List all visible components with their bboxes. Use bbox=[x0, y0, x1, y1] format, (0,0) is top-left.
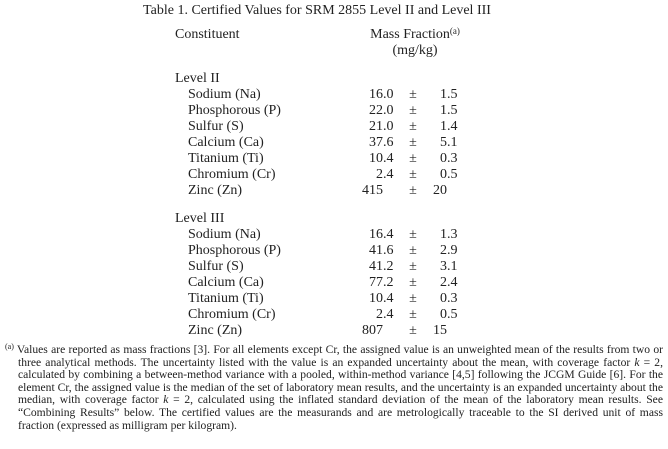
table-row bbox=[175, 243, 458, 259]
mass-fraction-label: Mass Fraction bbox=[370, 27, 450, 42]
constituent-cell: Calcium (Ca) bbox=[188, 275, 264, 290]
uncertainty-fraction: .5 bbox=[447, 307, 458, 322]
value-fraction: .4 bbox=[383, 291, 394, 306]
constituent-cell: Chromium (Cr) bbox=[188, 167, 276, 182]
table-sections bbox=[175, 71, 458, 339]
footnote-segment: Values are reported as mass fractions [3]. For all elements except Cr, the assigned value is an unweighted mean of the results from two or three analytical methods. The uncertainty listed with the value is an expanded uncertainty about the mean, with coverage factor bbox=[16, 343, 663, 369]
table-row bbox=[175, 151, 458, 167]
value-fraction bbox=[383, 323, 397, 339]
uncertainty-fraction: .3 bbox=[447, 151, 458, 166]
uncertainty-integer: 0 bbox=[440, 307, 447, 322]
table-row bbox=[175, 307, 458, 323]
uncertainty-integer: 1 bbox=[440, 227, 447, 242]
uncertainty-fraction: .1 bbox=[447, 259, 458, 274]
plus-minus-sign: ± bbox=[409, 323, 417, 338]
table-row bbox=[175, 167, 458, 183]
coverage-factor-k: k bbox=[634, 355, 640, 369]
table-section bbox=[175, 211, 458, 339]
plus-minus-sign: ± bbox=[409, 259, 417, 274]
value-integer: 2 bbox=[376, 167, 383, 182]
column-header-mass-fraction bbox=[361, 27, 469, 43]
coverage-factor-k: k bbox=[163, 393, 169, 407]
value-integer: 16 bbox=[369, 227, 383, 242]
table-row bbox=[175, 183, 458, 199]
table-title: Table 1. Certified Values for SRM 2855 Level II and Level III bbox=[143, 3, 491, 18]
table-header-row bbox=[175, 27, 458, 43]
value-integer: 2 bbox=[376, 307, 383, 322]
plus-minus-sign: ± bbox=[409, 227, 417, 242]
value-integer: 21 bbox=[369, 119, 383, 134]
value-fraction: .6 bbox=[383, 135, 394, 150]
constituent-cell: Sulfur (S) bbox=[188, 259, 244, 274]
uncertainty-integer: 2 bbox=[440, 275, 447, 290]
constituent-cell: Sodium (Na) bbox=[188, 87, 261, 102]
plus-minus-sign: ± bbox=[409, 307, 417, 322]
uncertainty-integer: 0 bbox=[440, 291, 447, 306]
uncertainty-fraction: .5 bbox=[447, 167, 458, 182]
uncertainty-integer: 20 bbox=[433, 183, 447, 198]
value-integer: 41 bbox=[369, 243, 383, 258]
value-integer: 10 bbox=[369, 151, 383, 166]
constituent-cell: Phosphorous (P) bbox=[188, 103, 281, 118]
value-integer: 807 bbox=[362, 323, 383, 338]
footnote-reference-a: (a) bbox=[449, 26, 460, 36]
value-fraction: .4 bbox=[383, 227, 394, 242]
plus-minus-sign: ± bbox=[409, 103, 417, 118]
value-fraction: .0 bbox=[383, 103, 394, 118]
value-fraction: .4 bbox=[383, 167, 394, 182]
uncertainty-integer: 0 bbox=[440, 167, 447, 182]
footnote-segment: = 2, calculated by combining a between-method variance with a pooled, within-method variance [4,5] following the JCGM Guide [6]. For the element Cr, the assigned value is the median of the set of laboratory mean results, and the uncertainty is an expanded uncertainty about the median, with coverage factor bbox=[18, 355, 663, 407]
section-label: Level II bbox=[175, 71, 220, 86]
plus-minus-sign: ± bbox=[409, 135, 417, 150]
uncertainty-fraction: .4 bbox=[447, 119, 458, 134]
footnote-text bbox=[17, 343, 663, 432]
constituent-cell: Sodium (Na) bbox=[188, 227, 261, 242]
uncertainty-fraction bbox=[447, 183, 458, 199]
value-integer: 22 bbox=[369, 103, 383, 118]
value-fraction: .2 bbox=[383, 275, 394, 290]
uncertainty-integer: 2 bbox=[440, 243, 447, 258]
column-header-constituent: Constituent bbox=[175, 27, 240, 42]
uncertainty-fraction bbox=[447, 323, 458, 339]
constituent-cell: Titanium (Ti) bbox=[188, 291, 264, 306]
value-fraction: .0 bbox=[383, 87, 394, 102]
footnote-segment: = 2, calculated using the inflated standard deviation of the mean of the laboratory mean results. See “Combining Results” below. The certified values are the measurands and are metrologically traceable to the SI derived unit of mass fraction (expressed as milligram per kilogram). bbox=[18, 393, 663, 432]
table-row bbox=[175, 87, 458, 103]
table-row bbox=[175, 323, 458, 339]
constituent-cell: Zinc (Zn) bbox=[188, 323, 243, 338]
constituent-cell: Titanium (Ti) bbox=[188, 151, 264, 166]
value-integer: 10 bbox=[369, 291, 383, 306]
plus-minus-sign: ± bbox=[409, 119, 417, 134]
table-row bbox=[175, 259, 458, 275]
plus-minus-sign: ± bbox=[409, 243, 417, 258]
footnote bbox=[5, 344, 663, 432]
value-fraction bbox=[383, 183, 397, 199]
value-integer: 16 bbox=[369, 87, 383, 102]
constituent-cell: Zinc (Zn) bbox=[188, 183, 243, 198]
plus-minus-sign: ± bbox=[409, 183, 417, 198]
uncertainty-fraction: .4 bbox=[447, 275, 458, 290]
unit-label: (mg/kg) bbox=[392, 43, 438, 58]
footnote-paragraph bbox=[5, 344, 663, 432]
table-row bbox=[175, 275, 458, 291]
constituent-cell: Calcium (Ca) bbox=[188, 135, 264, 150]
uncertainty-integer: 5 bbox=[440, 135, 447, 150]
table-row bbox=[175, 291, 458, 307]
value-integer: 37 bbox=[369, 135, 383, 150]
uncertainty-fraction: .9 bbox=[447, 243, 458, 258]
plus-minus-sign: ± bbox=[409, 291, 417, 306]
uncertainty-fraction: .5 bbox=[447, 87, 458, 102]
certified-values-table bbox=[175, 27, 458, 339]
table-row bbox=[175, 103, 458, 119]
plus-minus-sign: ± bbox=[409, 87, 417, 102]
value-integer: 77 bbox=[369, 275, 383, 290]
uncertainty-integer: 0 bbox=[440, 151, 447, 166]
uncertainty-fraction: .5 bbox=[447, 103, 458, 118]
constituent-cell: Sulfur (S) bbox=[188, 119, 244, 134]
uncertainty-integer: 1 bbox=[440, 103, 447, 118]
constituent-cell: Chromium (Cr) bbox=[188, 307, 276, 322]
uncertainty-fraction: .3 bbox=[447, 291, 458, 306]
uncertainty-integer: 1 bbox=[440, 87, 447, 102]
table-section bbox=[175, 71, 458, 199]
table-row bbox=[175, 135, 458, 151]
section-label: Level III bbox=[175, 211, 225, 226]
value-fraction: .0 bbox=[383, 119, 394, 134]
value-fraction: .4 bbox=[383, 307, 394, 322]
constituent-cell: Phosphorous (P) bbox=[188, 243, 281, 258]
plus-minus-sign: ± bbox=[409, 151, 417, 166]
uncertainty-fraction: .3 bbox=[447, 227, 458, 242]
value-fraction: .2 bbox=[383, 259, 394, 274]
value-integer: 415 bbox=[362, 183, 383, 198]
value-fraction: .6 bbox=[383, 243, 394, 258]
table-row bbox=[175, 227, 458, 243]
table-row bbox=[175, 119, 458, 135]
uncertainty-integer: 1 bbox=[440, 119, 447, 134]
footnote-marker: (a) bbox=[5, 342, 14, 351]
value-fraction: .4 bbox=[383, 151, 394, 166]
uncertainty-integer: 15 bbox=[433, 323, 447, 338]
uncertainty-integer: 3 bbox=[440, 259, 447, 274]
plus-minus-sign: ± bbox=[409, 275, 417, 290]
plus-minus-sign: ± bbox=[409, 167, 417, 182]
uncertainty-fraction: .1 bbox=[447, 135, 458, 150]
value-integer: 41 bbox=[369, 259, 383, 274]
table-unit-row bbox=[175, 43, 458, 59]
